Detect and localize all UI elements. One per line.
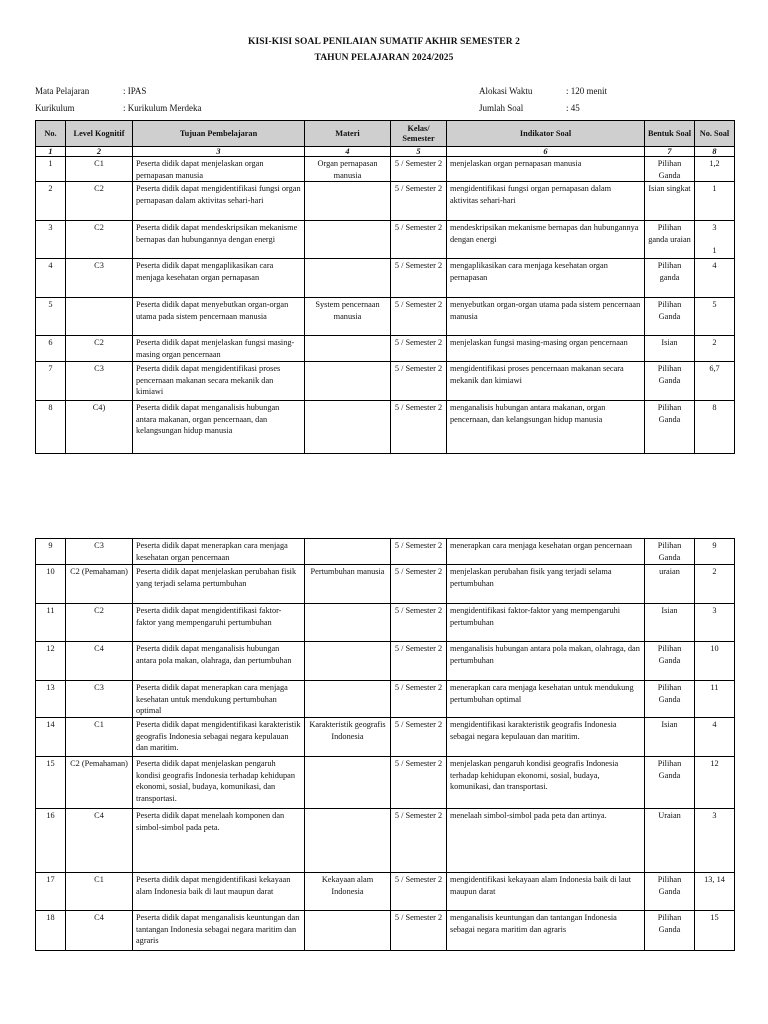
- column-number: 6: [447, 147, 645, 157]
- cell-indikator-soal: menjelaskan pengaruh kondisi geografis Indonesia terhadap kehidupan ekonomi, sosial, budaya, komunikasi, dan transportasi.: [447, 757, 645, 809]
- cell-tujuan-pembelajaran: Peserta didik dapat menjelaskan organ pernapasan manusia: [133, 157, 305, 182]
- cell-tujuan-pembelajaran: Peserta didik dapat mengidentifikasi kekayaan alam Indonesia baik di laut maupun darat: [133, 873, 305, 911]
- cell-no-soal: 3 1: [695, 221, 735, 259]
- table-row: [36, 362, 735, 401]
- table-row: [36, 681, 735, 718]
- cell-kelas-semester: 5 / Semester 2: [391, 298, 447, 336]
- cell-materi: [305, 221, 391, 259]
- cell-kelas-semester: 5 / Semester 2: [391, 336, 447, 362]
- header-indikator-soal: Indikator Soal: [447, 121, 645, 147]
- column-number: 5: [391, 147, 447, 157]
- table-row: [36, 757, 735, 809]
- cell-level-kognitif: C4: [66, 911, 133, 951]
- header-bentuk-soal: Bentuk Soal: [645, 121, 695, 147]
- cell-level-kognitif: C2: [66, 604, 133, 642]
- cell-no-soal: 3: [695, 604, 735, 642]
- cell-level-kognitif: C3: [66, 681, 133, 718]
- cell-kelas-semester: 5 / Semester 2: [391, 539, 447, 565]
- cell-bentuk-soal: Pilihan Ganda: [645, 298, 695, 336]
- jumlah-soal-value: : 45: [566, 103, 580, 113]
- cell-no: 12: [36, 642, 66, 681]
- cell-no: 10: [36, 565, 66, 604]
- cell-materi: [305, 259, 391, 298]
- cell-kelas-semester: 5 / Semester 2: [391, 809, 447, 873]
- cell-tujuan-pembelajaran: Peserta didik dapat menjelaskan pengaruh kondisi geografis Indonesia terhadap kehidupan ekonomi, sosial, budaya, komunikasi, dan transportasi.: [133, 757, 305, 809]
- cell-no: 4: [36, 259, 66, 298]
- cell-level-kognitif: C4): [66, 401, 133, 454]
- cell-materi: Pertumbuhan manusia: [305, 565, 391, 604]
- table-row: [36, 157, 735, 182]
- column-number: 1: [36, 147, 66, 157]
- cell-no-soal: 4: [695, 259, 735, 298]
- cell-indikator-soal: mengidentifikasi proses pencernaan makanan secara mekanik dan kimiawi: [447, 362, 645, 401]
- cell-bentuk-soal: Pilihan Ganda: [645, 157, 695, 182]
- cell-no: 13: [36, 681, 66, 718]
- cell-level-kognitif: C3: [66, 362, 133, 401]
- cell-materi: [305, 911, 391, 951]
- alokasi-waktu-label: Alokasi Waktu: [479, 86, 533, 96]
- cell-indikator-soal: menganalisis hubungan antara pola makan, olahraga, dan pertumbuhan: [447, 642, 645, 681]
- cell-tujuan-pembelajaran: Peserta didik dapat mendeskripsikan mekanisme bernapas dan hubungannya dengan energi: [133, 221, 305, 259]
- cell-tujuan-pembelajaran: Peserta didik dapat menerapkan cara menjaga kesehatan organ pencernaan: [133, 539, 305, 565]
- cell-level-kognitif: C2 (Pemahaman): [66, 757, 133, 809]
- cell-bentuk-soal: Isian: [645, 336, 695, 362]
- cell-no: 1: [36, 157, 66, 182]
- cell-no-soal: 15: [695, 911, 735, 951]
- cell-tujuan-pembelajaran: Peserta didik dapat mengidentifikasi faktor-faktor yang mempengaruhi pertumbuhan: [133, 604, 305, 642]
- cell-materi: Organ pernapasan manusia: [305, 157, 391, 182]
- cell-no-soal: 12: [695, 757, 735, 809]
- cell-no: 15: [36, 757, 66, 809]
- cell-indikator-soal: mengidentifikasi kekayaan alam Indonesia baik di laut maupun darat: [447, 873, 645, 911]
- cell-materi: [305, 401, 391, 454]
- cell-kelas-semester: 5 / Semester 2: [391, 182, 447, 221]
- cell-materi: [305, 362, 391, 401]
- cell-level-kognitif: C4: [66, 642, 133, 681]
- cell-no-soal: 10: [695, 642, 735, 681]
- cell-bentuk-soal: Pilihan Ganda: [645, 539, 695, 565]
- cell-bentuk-soal: Pilihan Ganda: [645, 757, 695, 809]
- cell-kelas-semester: 5 / Semester 2: [391, 757, 447, 809]
- cell-indikator-soal: menerapkan cara menjaga kesehatan untuk mendukung pertumbuhan optimal: [447, 681, 645, 718]
- table-row: [36, 809, 735, 873]
- cell-tujuan-pembelajaran: Peserta didik dapat menelaah komponen dan simbol-simbol pada peta.: [133, 809, 305, 873]
- column-number: 2: [66, 147, 133, 157]
- cell-kelas-semester: 5 / Semester 2: [391, 565, 447, 604]
- cell-no-soal: 8: [695, 401, 735, 454]
- cell-level-kognitif: C3: [66, 259, 133, 298]
- header-materi: Materi: [305, 121, 391, 147]
- cell-bentuk-soal: Pilihan Ganda: [645, 362, 695, 401]
- header-level-kognitif: Level Kognitif: [66, 121, 133, 147]
- column-number: 4: [305, 147, 391, 157]
- cell-tujuan-pembelajaran: Peserta didik dapat mengaplikasikan cara menjaga kesehatan organ pernapasan: [133, 259, 305, 298]
- kisi-kisi-table-page-2: [35, 538, 735, 951]
- table-row: [36, 565, 735, 604]
- table-row: [36, 182, 735, 221]
- cell-no-soal: 2: [695, 336, 735, 362]
- cell-tujuan-pembelajaran: Peserta didik dapat menganalisis hubungan antara makanan, organ pencernaan, dan kelangsungan hidup manusia: [133, 401, 305, 454]
- cell-indikator-soal: mengidentifikasi karakteristik geografis Indonesia sebagai negara kepulauan dan maritim.: [447, 718, 645, 757]
- cell-no-soal: 6,7: [695, 362, 735, 401]
- cell-bentuk-soal: Pilihan Ganda: [645, 911, 695, 951]
- kurikulum-value: : Kurikulum Merdeka: [123, 103, 202, 113]
- cell-tujuan-pembelajaran: Peserta didik dapat menganalisis keuntungan dan tantangan Indonesia sebagai negara maritim dan agraris: [133, 911, 305, 951]
- cell-bentuk-soal: Pilihan Ganda: [645, 681, 695, 718]
- cell-indikator-soal: menerapkan cara menjaga kesehatan organ pencernaan: [447, 539, 645, 565]
- cell-kelas-semester: 5 / Semester 2: [391, 259, 447, 298]
- cell-tujuan-pembelajaran: Peserta didik dapat menerapkan cara menjaga kesehatan untuk mendukung pertumbuhan optimal: [133, 681, 305, 718]
- cell-no: 8: [36, 401, 66, 454]
- table-row: [36, 539, 735, 565]
- table-body-page-1: [36, 157, 735, 454]
- cell-no: 18: [36, 911, 66, 951]
- cell-bentuk-soal: Isian: [645, 718, 695, 757]
- cell-indikator-soal: mendeskripsikan mekanisme bernapas dan hubungannya dengan energi: [447, 221, 645, 259]
- cell-indikator-soal: menyebutkan organ-organ utama pada sistem pencernaan manusia: [447, 298, 645, 336]
- table-row: [36, 911, 735, 951]
- cell-indikator-soal: mengidentifikasi fungsi organ pernapasan dalam aktivitas sehari-hari: [447, 182, 645, 221]
- cell-materi: [305, 539, 391, 565]
- cell-no-soal: 11: [695, 681, 735, 718]
- kisi-kisi-table-page-1: [35, 120, 735, 454]
- cell-materi: [305, 757, 391, 809]
- cell-materi: [305, 336, 391, 362]
- meta-mata-pelajaran: [35, 85, 147, 97]
- cell-bentuk-soal: Isian: [645, 604, 695, 642]
- table-row: [36, 718, 735, 757]
- cell-materi: [305, 681, 391, 718]
- cell-kelas-semester: 5 / Semester 2: [391, 911, 447, 951]
- cell-materi: [305, 642, 391, 681]
- header-no-soal: No. Soal: [695, 121, 735, 147]
- cell-indikator-soal: menganalisis hubungan antara makanan, organ pencernaan, dan kelangsungan hidup manusia: [447, 401, 645, 454]
- cell-kelas-semester: 5 / Semester 2: [391, 221, 447, 259]
- cell-level-kognitif: C3: [66, 539, 133, 565]
- cell-tujuan-pembelajaran: Peserta didik dapat menjelaskan fungsi masing-masing organ pencernaan: [133, 336, 305, 362]
- cell-no: 5: [36, 298, 66, 336]
- cell-level-kognitif: C1: [66, 873, 133, 911]
- cell-no: 3: [36, 221, 66, 259]
- cell-level-kognitif: C2: [66, 221, 133, 259]
- cell-no: 16: [36, 809, 66, 873]
- cell-tujuan-pembelajaran: Peserta didik dapat mengidentifikasi fungsi organ pernapasan dalam aktivitas sehari-hari: [133, 182, 305, 221]
- cell-no: 6: [36, 336, 66, 362]
- cell-no-soal: 1,2: [695, 157, 735, 182]
- cell-bentuk-soal: Isian singkat: [645, 182, 695, 221]
- cell-bentuk-soal: Uraian: [645, 809, 695, 873]
- cell-level-kognitif: C2: [66, 182, 133, 221]
- column-number: 7: [645, 147, 695, 157]
- document-title: KISI-KISI SOAL PENILAIAN SUMATIF AKHIR SEMESTER 2: [247, 37, 521, 47]
- jumlah-soal-label: Jumlah Soal: [479, 103, 524, 113]
- cell-no-soal: 13, 14: [695, 873, 735, 911]
- cell-no: 9: [36, 539, 66, 565]
- cell-indikator-soal: menelaah simbol-simbol pada peta dan artinya.: [447, 809, 645, 873]
- cell-no-soal: 2: [695, 565, 735, 604]
- column-number: 3: [133, 147, 305, 157]
- cell-level-kognitif: C2: [66, 336, 133, 362]
- cell-bentuk-soal: Pilihan Ganda: [645, 873, 695, 911]
- cell-materi: [305, 809, 391, 873]
- cell-materi: Kekayaan alam Indonesia: [305, 873, 391, 911]
- cell-kelas-semester: 5 / Semester 2: [391, 718, 447, 757]
- cell-kelas-semester: 5 / Semester 2: [391, 681, 447, 718]
- cell-bentuk-soal: uraian: [645, 565, 695, 604]
- meta-kurikulum: [35, 102, 202, 114]
- cell-materi: System pencernaan manusia: [305, 298, 391, 336]
- cell-kelas-semester: 5 / Semester 2: [391, 157, 447, 182]
- kurikulum-label: Kurikulum: [35, 103, 75, 113]
- cell-bentuk-soal: Pilihan Ganda: [645, 401, 695, 454]
- cell-kelas-semester: 5 / Semester 2: [391, 873, 447, 911]
- cell-level-kognitif: C2 (Pemahaman): [66, 565, 133, 604]
- cell-no-soal: 1: [695, 182, 735, 221]
- table-row: [36, 604, 735, 642]
- cell-bentuk-soal: Pilihan Ganda: [645, 642, 695, 681]
- cell-level-kognitif: [66, 298, 133, 336]
- cell-no-soal: 3: [695, 809, 735, 873]
- cell-indikator-soal: menjelaskan organ pernapasan manusia: [447, 157, 645, 182]
- cell-tujuan-pembelajaran: Peserta didik dapat menganalisis hubungan antara pola makan, olahraga, dan pertumbuhan: [133, 642, 305, 681]
- cell-no: 14: [36, 718, 66, 757]
- cell-tujuan-pembelajaran: Peserta didik dapat mengidentifikasi karakteristik geografis Indonesia sebagai negara kepulauan dan maritim.: [133, 718, 305, 757]
- cell-no-soal: 9: [695, 539, 735, 565]
- cell-materi: [305, 182, 391, 221]
- header-no: No.: [36, 121, 66, 147]
- cell-kelas-semester: 5 / Semester 2: [391, 604, 447, 642]
- cell-no: 17: [36, 873, 66, 911]
- column-number: 8: [695, 147, 735, 157]
- cell-kelas-semester: 5 / Semester 2: [391, 401, 447, 454]
- cell-indikator-soal: menjelaskan fungsi masing-masing organ pencernaan: [447, 336, 645, 362]
- alokasi-waktu-value: : 120 menit: [566, 86, 607, 96]
- cell-level-kognitif: C1: [66, 157, 133, 182]
- cell-level-kognitif: C4: [66, 809, 133, 873]
- table-header-row: [36, 121, 735, 147]
- cell-no: 11: [36, 604, 66, 642]
- cell-tujuan-pembelajaran: Peserta didik dapat menjelaskan perubahan fisik yang terjadi selama pertumbuhan: [133, 565, 305, 604]
- cell-materi: Karakteristik geografis Indonesia: [305, 718, 391, 757]
- cell-bentuk-soal: Pilihan ganda uraian: [645, 221, 695, 259]
- cell-no: 2: [36, 182, 66, 221]
- table-row: [36, 401, 735, 454]
- cell-kelas-semester: 5 / Semester 2: [391, 362, 447, 401]
- cell-indikator-soal: menganalisis keuntungan dan tantangan Indonesia sebagai negara maritim dan agraris: [447, 911, 645, 951]
- mata-pelajaran-label: Mata Pelajaran: [35, 86, 90, 96]
- cell-no-soal: 4: [695, 718, 735, 757]
- cell-tujuan-pembelajaran: Peserta didik dapat mengidentifikasi proses pencernaan makanan secara mekanik dan kimiawi: [133, 362, 305, 401]
- table-row: [36, 873, 735, 911]
- cell-indikator-soal: mengidentifikasi faktor-faktor yang mempengaruhi pertumbuhan: [447, 604, 645, 642]
- table-row: [36, 259, 735, 298]
- table-row: [36, 336, 735, 362]
- header-kelas-semester: Kelas/ Semester: [391, 121, 447, 147]
- cell-kelas-semester: 5 / Semester 2: [391, 642, 447, 681]
- meta-jumlah-soal: [479, 102, 580, 114]
- table-row: [36, 221, 735, 259]
- cell-indikator-soal: menjelaskan perubahan fisik yang terjadi selama pertumbuhan: [447, 565, 645, 604]
- cell-level-kognitif: C1: [66, 718, 133, 757]
- cell-materi: [305, 604, 391, 642]
- cell-indikator-soal: mengaplikasikan cara menjaga kesehatan organ pernapasan: [447, 259, 645, 298]
- cell-no: 7: [36, 362, 66, 401]
- header-tujuan-pembelajaran: Tujuan Pembelajaran: [133, 121, 305, 147]
- cell-no-soal: 5: [695, 298, 735, 336]
- cell-bentuk-soal: Pilihan ganda: [645, 259, 695, 298]
- document-subtitle: TAHUN PELAJARAN 2024/2025: [314, 53, 454, 63]
- mata-pelajaran-value: : IPAS: [123, 86, 147, 96]
- meta-alokasi-waktu: [479, 85, 607, 97]
- column-number-row: [36, 147, 735, 157]
- table-row: [36, 298, 735, 336]
- table-body-page-2: [36, 539, 735, 951]
- table-row: [36, 642, 735, 681]
- cell-tujuan-pembelajaran: Peserta didik dapat menyebutkan organ-organ utama pada sistem pencernaan manusia: [133, 298, 305, 336]
